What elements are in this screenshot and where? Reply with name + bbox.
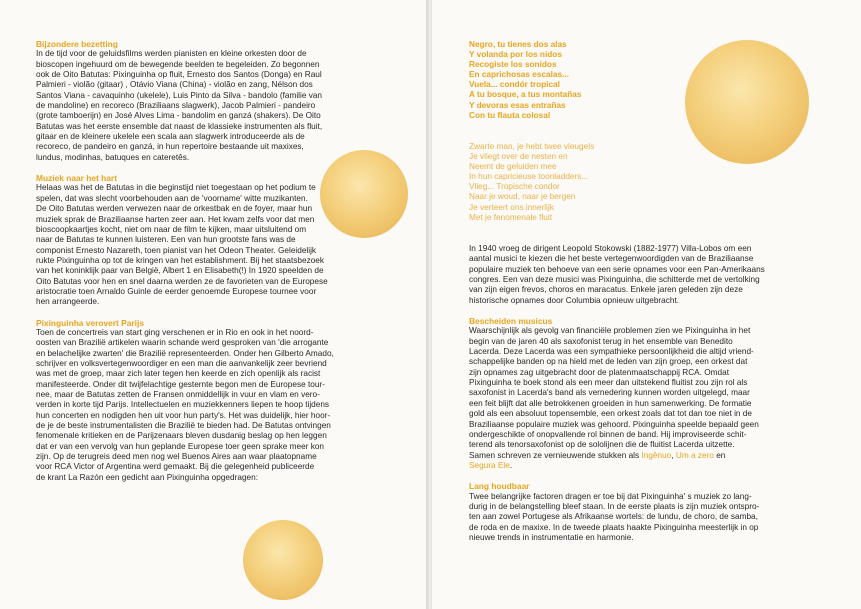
song-title: Ingênuo <box>641 450 672 460</box>
right-page <box>432 0 861 609</box>
right-column <box>469 244 859 543</box>
section-body: Helaas was het de Batutas in die beginstijd niet toegestaan op het podium te spelen, dat was slecht voorbehouden aan de 'voorname' witte muzikanten. De Oito Batutas werden verwezen naar de orkestbak en de foyer, maar hun muziek sprak de Braziliaanse harten zeer aan. Het kwam zelfs voor dat men bioscoopkaartjes kocht, niet om naar de film te kijken, maar uitsluitend om naar de Batutas te kunnen luisteren. Een van hun grootste fans was de componist Ernesto Nazareth, toen pianist van het Odeon Theater. Geleidelijk rukte Pixinguinha op tot de kringen van het establishment. Bij het staatsbezoek van het koninklijk paar van België, Albert 1 en Elisabeth(!) In 1920 speelden de Oito Batutas voor hen en snel daarna werden ze de favorieten van de Europese aristocratie toen Arnaldo Guinle de eerder genoemde Europese tournee voor hen arrangeerde. <box>36 183 328 307</box>
song-title: Um a zero <box>675 450 714 460</box>
poem-spanish: Negro, tu tienes dos alas Y volanda por los nidos Recogiste los sonidos En caprichosas escalas... Vuela... condór tropical A tu bosque, a tus montañas Y devoras esas entrañas Con tu flauta colosal <box>469 40 582 120</box>
closing-prefix: Samen schreven ze vernieuwende stukken als <box>469 450 642 460</box>
section-body: Twee belangrijke factoren dragen er toe bij dat Pixinguinha' s muziek zo lang- durig in de belangstelling bleef staan. In de eerste plaats is zijn muziek ontspro- ten aan zowel Portugese als Afrikaanse wortels: de lundu, de choro, de samba, de roda en de maxixe. In de tweede plaats haakte Pixinguinha meesterlijk in op nieuwe trends in instrumentatie en harmonie. <box>469 491 760 542</box>
decorative-photo-circle <box>243 520 323 600</box>
left-column <box>36 39 426 483</box>
separator: en <box>713 450 726 460</box>
section-heading: Pixinguinha verovert Parijs <box>36 317 144 328</box>
section-heading: Muziek naar het hart <box>36 173 117 184</box>
section-heading: Bescheiden musicus <box>469 316 553 327</box>
separator: . <box>509 460 513 470</box>
section-heading: Lang houdbaar <box>469 481 530 492</box>
section-body: Waarschijnlijk als gevolg van financiële problemen zien we Pixinguinha in het begin van de jaren 40 als saxofonist terug in het ensemble van Benedito Lacerda. Deze Lacerda was een sympathieke persoonlijkheid die altijd vriend- schappelijke banden op na hield met de leden van zijn groep, een orkest dat zijn opnames zag uitgebracht door de platenmaatschappij RCA. Omdat Pixinguinha te boek stond als een meer dan uitstekend fluitist zou zijn rol als saxofonist in Lacerda's band als vernedering kunnen worden uitgelegd, maar een feit blijft dat alle betrokkenen groeiden in hun samenwerking. De formatie gold als een absoluut topensemble, een orkest zoals dat tot dan toe niet in de Braziliaanse populaire muziek was gehoord. Pixinguinha speelde bepaald geen ondergeschikte of onopvallende rol binnen de band. Hij improviseerde schit- terend als tenorsaxofonist op de sololijnen die de fluitist Lacerda uitzette. <box>469 326 759 450</box>
left-page <box>0 0 428 609</box>
intro-paragraph: In 1940 vroeg de dirigent Leopold Stokowski (1882-1977) Villa-Lobos om een aantal musici te kiezen die het beste vertegenwoordigden van de Braziliaanse populaire muziek ten behoeve van een serie opnames voor een Pan-Amerikaans congres. Een van deze musici was Pixinguinha, die schitterde met de vertolking van zijn eigen frevos, choros en maracatus. Enkele jaren geleden zijn deze historische opnames door Columbia opnieuw uitgebracht. <box>469 244 765 305</box>
separator: , <box>671 450 676 460</box>
decorative-photo-circle <box>685 40 809 164</box>
song-title: Segura Ele <box>469 460 510 470</box>
poem-dutch-translation: Zwarte man, je hebt twee vleugels Je vliegt over de nesten en Neemt de geluiden mee In hun capricieuse toonladders... Vlieg... Tropische condor Naar je woud, naar je bergen Je verteert ons innerlijk Met je fenomenale fluit <box>469 142 595 222</box>
section-body: In de tijd voor de geluidsfilms werden pianisten en kleine orkesten door de bioscopen ingehuurd om de bewegende beelden te begeleiden. Zo begonnen ook de Oito Batutas: Pixinguinha op fluit, Ernesto dos Santos (Donga) en Raul Palmieri - violão (gitaar) , Otávio Viana (China) - violão en zang, Nélson dos Santos Viana - cavaquinho (ukelele), Luis Pinto da Silva - bandolo (familie van de mandoline) en recoreco (Braziliaans slagwerk), Jacob Palmieri - pandeiro (grote tamboerijn) en José Alves Lima - bandolim en ganzá (shakers). De Oito Batutas was het eerste ensemble dat naast de klassieke instrumenten als fluit, gitaar en de kleinere ukelele een scala aan slagwerk introduceerde als de recoreco, de pandeiro en ganzá, in hun repertoire bestaande uit maxixes, lundus, modinhas, batuques en cateretês. <box>36 49 323 162</box>
closing-line <box>469 451 859 472</box>
section-body: Toen de concertreis van start ging verschenen er in Rio en ook in het noord- oosten van Brazilië artikelen waarin schande werd gesproken van 'die arrogante en belachelijke zwarten' die Brazilië representeerden. Onder hen Gilberto Amado, schrijver en volksvertegenwoordiger en een man die aanvankelijk zeer bevriend was met de groep, maar zich later tegen hen keerde en zich openlijk als racist manifesteerde. Onder dit twijfelachtige gesternte begon men de Europese tour- nee, maar de Batutas zetten de Fransen onmiddellijk in vuur en vlam en vero- verden in korte tijd Parijs. Intellectuelen en muziekkenners liepen te hoop tijdens hun concerten en nodigden hen uit voor hun party's. Het was duidelijk, hier hoor- de je de beste instrumentalisten die Brazilië te bieden had. De Batutas ontvingen fenomenale kritieken en de Parijzenaars bleven dusdanig beslag op hen leggen dat er van een vervolg van hun geplande Europese toer geen sprake meer kon zijn. Op de terugreis deed men nog wel Buenos Aires aan waar plaatopname voor RCA Victor of Argentina werd gemaakt. Bij die gelegenheid publiceerde de krant La Razón een gedicht aan Pixinguinha opgedragen: <box>36 327 334 482</box>
section-heading: Bijzondere bezetting <box>36 39 118 49</box>
